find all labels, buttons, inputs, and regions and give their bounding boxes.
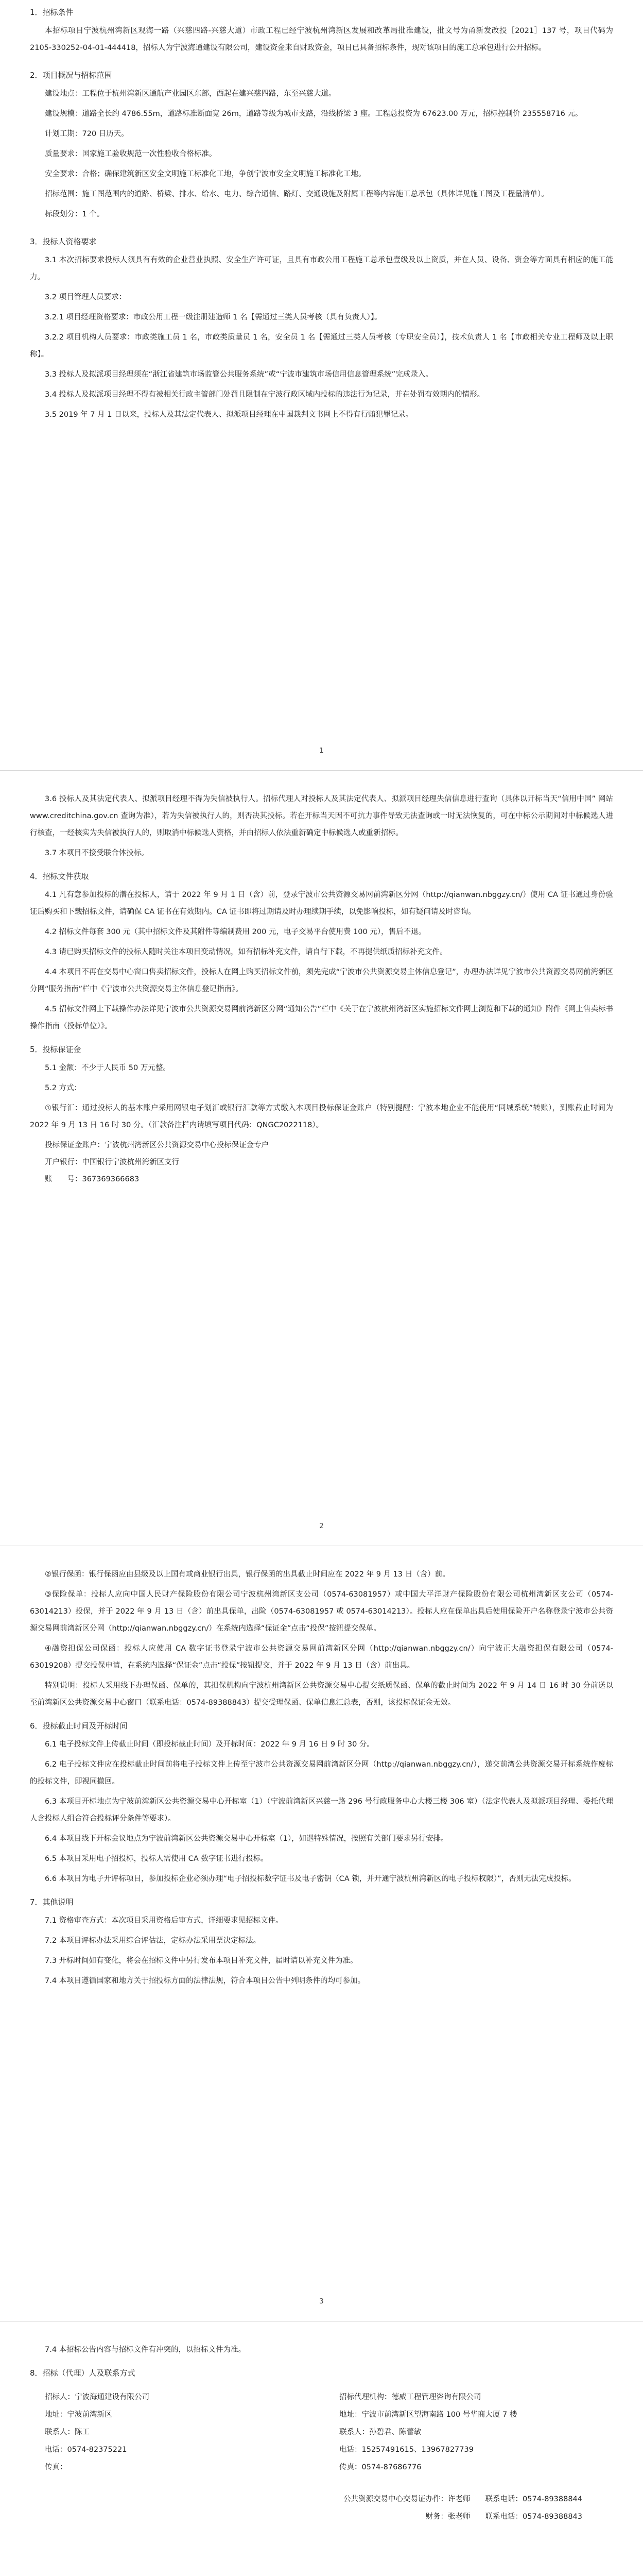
agent-fax-label: 传真： — [339, 2463, 362, 2471]
section-4-5: 4.5 招标文件网上下载操作办法详见宁波市公共资源交易网前湾新区分网“通知公告”栏中《关于在宁波杭州湾新区实施招标文件网上浏览和下载的通知》附件《网上售卖标书操作指南（投标单位）》。 — [30, 1005, 613, 1030]
tenderer-address-label: 地址： — [45, 2411, 67, 2419]
section-6-3: 6.3 本项目开标地点为宁波前湾新区公共资源交易中心开标室（1）（宁波前湾新区兴慈一路 296 号行政服务中心大楼三楼 306 室）（法定代表人及拟派项目经理、委托代理人含投标人组合符合投标评分条件等要求）。 — [30, 1798, 613, 1823]
tenderer-address — [45, 2406, 319, 2424]
section-2-scale: 建设规模：道路全长约 4786.55m，道路标准断面宽 26m，道路等级为城市支路，沿线桥梁 3 座。工程总投资为 67623.00 万元，招标控制价 235558716 元。 — [45, 110, 583, 118]
section-3-4: 3.4 投标人及拟派项目经理不得有被相关行政主管部门处罚且限制在宁波行政区域内投标的违法行为记录，并在处罚有效期内的情形。 — [45, 391, 485, 399]
section-1-text: 本招标项目宁波杭州湾新区观海一路（兴慈四路-兴慈大道）市政工程已经宁波杭州湾新区发展和改革局批准建设，批文号为甬新发改投［2021］137 号，项目代码为 2105-330252-04-01-444418，招标人为宁波海通建设有限公司，建设资金来自财政资金，项目已具备招标条件，现对该项目的施工总承包进行公开招标。 — [30, 27, 613, 52]
section-6-2: 6.2 电子投标文件应在投标截止时间前将电子投标文件上传至宁波市公共资源交易网前湾新区分网（http://qianwan.nbggzy.cn/），递交前湾公共资源交易开标系统作废标的投标文件，即视同撤回。 — [30, 1760, 613, 1786]
tenderer-name-value: 宁波海通建设有限公司 — [75, 2393, 149, 2401]
section-3-5: 3.5 2019 年 7 月 1 日以来，投标人及其法定代表人、拟派项目经理在中国裁判文书网上不得有行贿犯罪记录。 — [45, 411, 413, 419]
section-6-1: 6.1 电子投标文件上传截止时间（即投标截止时间）及开标时间：2022 年 9 月 16 日 9 时 30 分。 — [45, 1740, 374, 1749]
agent-phone-value: 15257491615、13967827739 — [361, 2446, 474, 2454]
section-7-5: 7.4 本招标公告内容与招标文件有冲突的，以招标文件为准。 — [45, 2346, 246, 2354]
section-3-7: 3.7 本项目不接受联合体投标。 — [45, 849, 149, 857]
agent-fax — [339, 2459, 613, 2476]
tenderer-fax — [45, 2459, 319, 2476]
agent-address-label: 地址： — [339, 2411, 362, 2419]
contact-table — [45, 2388, 613, 2476]
section-5-3: 特别说明：投标人采用线下办理保函、保单的，其担保机构向宁波杭州湾新区公共资源交易中心提交纸质保函、保单的截止时间为 2022 年 9 月 14 日 16 时 30 分前送以至前湾新区公共资源交易中心窗口（联系电话：0574-89388843）提交受理保函、保单信息汇总表，否则，该投标保证金无效。 — [30, 1682, 613, 1707]
section-6-5: 6.5 本项目采用电子招投标，投标人需使用 CA 数字证书进行投标。 — [45, 1855, 268, 1863]
page-1 — [0, 0, 643, 770]
agent-contact-value: 孙碧君、陈蕾敏 — [369, 2428, 422, 2436]
section-5-1: 5.1 金额：不少于人民币 50 万元整。 — [45, 1064, 170, 1072]
page-4 — [0, 2321, 643, 2576]
section-5-2-2: ②银行保函：银行保函应由县级及以上国有或商业银行出具，银行保函的出具截止时间应在 2022 年 9 月 13 日（含）前。 — [45, 1570, 450, 1579]
section-7-2: 7.2 本项目评标办法采用综合评估法，定标办法采用票决定标法。 — [45, 1937, 261, 1945]
section-7-1: 7.1 资格审查方式：本次项目采用资格后审方式，详细要求见招标文件。 — [45, 1917, 283, 1925]
tenderer-address-value: 宁波前湾新区 — [67, 2411, 112, 2419]
tenderer-phone — [45, 2441, 319, 2459]
section-2-lots: 标段划分：1 个。 — [45, 210, 105, 218]
tenderer-contact-value: 陈工 — [75, 2428, 90, 2436]
page-4-content — [30, 2342, 613, 2526]
tenderer-contact-label: 联系人： — [45, 2428, 75, 2436]
tenderer-phone-value: 0574-82375221 — [67, 2446, 127, 2454]
agent-name-value: 德威工程管理咨询有限公司 — [391, 2393, 481, 2401]
agent-phone — [339, 2441, 613, 2459]
section-2-quality: 质量要求：国家施工验收规范一次性验收合格标准。 — [45, 150, 217, 158]
section-6-title: 6．投标截止时间及开标时间 — [30, 1721, 128, 1731]
section-3-3: 3.3 投标人及拟派项目经理须在“浙江省建筑市场监管公共服务系统”或“宁波市建筑市场信用信息管理系统”完成录入。 — [45, 370, 433, 379]
tenderer-name — [45, 2388, 319, 2406]
section-3-2: 3.2 项目管理人员要求： — [45, 293, 127, 301]
page-2-content — [30, 791, 613, 1188]
page-number-2: 2 — [319, 1522, 324, 1530]
section-7-title: 7．其他说明 — [30, 1897, 74, 1907]
footer-line-2: 财务：张老师 联系电话：0574-89388843 — [425, 2513, 582, 2521]
section-2-title: 2．项目概况与招标范围 — [30, 71, 112, 80]
page-3-content — [30, 1566, 613, 1993]
agent-fax-value: 0574-87686776 — [361, 2463, 422, 2471]
agent-address-value: 宁波市前湾新区望海南路 100 号华商大厦 7 楼 — [361, 2411, 517, 2419]
tenderer-contact — [45, 2424, 319, 2441]
account-value: 367369366683 — [82, 1175, 140, 1183]
section-1-title: 1．招标条件 — [30, 8, 74, 17]
section-6-6: 6.6 本项目为电子开评标项目，参加投标企业必须办理“电子招投标数字证书及电子密钥（CA 锁，并开通宁波杭州湾新区的电子投标权限）”，否则无法完成投标。 — [45, 1875, 576, 1883]
section-4-1: 4.1 凡有意参加投标的潜在投标人，请于 2022 年 9 月 1 日（含）前，登录宁波市公共资源交易网前湾新区分网（http://qianwan.nbggzy.cn/）使用 CA 证书通过身份验证后购买和下载招标文件，请确保 CA 证书在有效期内。CA 证书即将过期请及时办理续期手续，以免影响投标，如有疑问请及时咨询。 — [30, 891, 613, 916]
agent-name-label: 招标代理机构： — [339, 2393, 392, 2401]
agent-name — [339, 2388, 613, 2406]
section-2-duration: 计划工期：720 日历天。 — [45, 130, 129, 138]
section-6-4: 6.4 本项目线下开标会议地点为宁波前湾新区公共资源交易中心开标室（1），如遇特殊情况，按照有关部门要求另行安排。 — [45, 1835, 448, 1843]
tenderer-name-label: 招标人： — [45, 2393, 75, 2401]
agent-address — [339, 2406, 613, 2424]
section-5-2-1: ①银行汇：通过投标人的基本账户采用网银电子划汇或银行汇款等方式缴入本项目投标保证金账户（特别提醒：宁波本地企业不能使用“同城系统”转账），到账截止时间为 2022 年 9 月 13 日 16 时 30 分。（汇款备注栏内请填写项目代码：QNGC2022118）。 — [30, 1104, 613, 1129]
tenderer-phone-label: 电话： — [45, 2446, 67, 2454]
page-2 — [0, 770, 643, 1546]
section-2-location: 建设地点：工程位于杭州湾新区通航产业园区东部，西起在建兴慈四路，东至兴慈大道。 — [45, 90, 336, 98]
section-5-title: 5．投标保证金 — [30, 1045, 81, 1054]
section-5-2-3: ③保险保单：投标人应向中国人民财产保险股份有限公司宁波杭州湾新区支公司（0574-63081957）或中国大平洋财产保险股份有限公司杭州湾新区支公司（0574-63014213）投保，并于 2022 年 9 月 13 日（含）前出具保单，出险（0574-63081957 或 0574-63014213）。投标人应在保单出具后使用保险开户名称登录宁波市公共资源交易网前湾新区分网（http://qianwan.nbggzy.cn/）在系统内选择“保证金”点击“投保”按钮提交保单。 — [30, 1590, 613, 1633]
section-4-4: 4.4 本项目不再在交易中心窗口售卖招标文件，投标人在网上购买招标文件前，须先完成“宁波市公共资源交易主体信息登记”，办理办法详见宁波市公共资源交易网前湾新区分网“服务指南”栏中《宁波市公共资源交易主体信息登记指南》。 — [30, 968, 613, 993]
section-4-3: 4.3 请已购买招标文件的投标人随时关注本项目变动情况，如有招标补充文件，请自行下载，不再提供纸质招标补充文件。 — [45, 948, 447, 956]
agent-contact — [339, 2424, 613, 2441]
section-2-scope: 招标范围：施工图范围内的道路、桥梁、排水、给水、电力、综合通信、路灯、交通设施及附属工程等内容施工总承包（具体详见施工图及工程量清单）。 — [45, 190, 549, 198]
section-3-2-2: 3.2.2 项目机构人员要求：市政类施工员 1 名，市政类质量员 1 名，安全员 1 名【需通过三类人员考核（专职安全员）】，技术负责人 1 名【市政相关专业工程师及以上职称】。 — [30, 333, 613, 359]
deposit-account-number — [30, 1171, 613, 1188]
page-number-1: 1 — [319, 747, 324, 755]
section-5-2: 5.2 方式： — [45, 1084, 82, 1092]
section-4-title: 4．招标文件获取 — [30, 872, 89, 881]
footer-line-1: 公共资源交易中心交易证办件：许老师 联系电话：0574-89388844 — [343, 2495, 582, 2503]
page-3 — [0, 1546, 643, 2321]
agent-phone-label: 电话： — [339, 2446, 362, 2454]
tenderer-fax-label: 传真： — [45, 2463, 67, 2471]
page-1-content — [30, 2, 613, 427]
section-4-2: 4.2 招标文件每套 300 元（其中招标文件及其附件等编制费用 200 元，电子交易平台使用费 100 元），售后不退。 — [45, 928, 426, 936]
section-7-4: 7.4 本项目遵循国家和地方关于招投标方面的法律法规，符合本项目公告中列明条件的均可参加。 — [45, 1977, 366, 1985]
section-5-2-4: ④融资担保公司保函：投标人应使用 CA 数字证书登录宁波市公共资源交易网前湾新区分网（http://qianwan.nbggzy.cn/）向宁波正大融资担保有限公司（0574-63019208）提交投保申请，在系统内选择“保证金”点击“投保”按钮提交，并于 2022 年 9 月 13 日（含）前出具。 — [30, 1645, 613, 1670]
section-3-2-1: 3.2.1 项目经理资格要求：市政公用工程一级注册建造师 1 名【需通过三类人员考核（具有负责人）】。 — [45, 313, 382, 321]
deposit-bank: 开户银行：中国银行宁波杭州湾新区支行 — [45, 1158, 179, 1166]
section-3-6: 3.6 投标人及其法定代表人、拟派项目经理不得为失信被执行人。招标代理人对投标人及其法定代表人、拟派项目经理失信信息进行查询（具体以开标当天“信用中国” 网站 www.creditchina.gov.cn 查询为准），若为失信被执行人的，则否决其投标。若在开标当天因不可抗力事件导致无法查询或一时无法恢复的，可在中标公示期间对中标候选人进行核查，一经核实为失信被执行人的，则取消中标候选人资格，并由招标人依法重新确定中标候选人或重新招标。 — [30, 795, 613, 837]
section-3-title: 3．投标人资格要求 — [30, 237, 97, 246]
agent-contact-label: 联系人： — [339, 2428, 369, 2436]
section-8-title: 8．招标（代理）人及联系方式 — [30, 2368, 135, 2378]
section-3-1: 3.1 本次招标要求投标人须具有有效的企业营业执照、安全生产许可证，且具有市政公用工程施工总承包壹级及以上资质，并在人员、设备、资金等方面具有相应的施工能力。 — [30, 256, 613, 281]
account-label: 账 号： — [45, 1175, 82, 1183]
section-2-safety: 安全要求：合格；确保建筑新区安全文明施工标准化工地，争创宁波市安全文明施工标准化工地。 — [45, 170, 366, 178]
deposit-account: 投标保证金账户：宁波杭州湾新区公共资源交易中心投标保证金专户 — [45, 1141, 269, 1149]
page-number-3: 3 — [319, 2298, 324, 2306]
footer-contacts — [30, 2490, 613, 2526]
section-7-3: 7.3 开标时间如有变化，将会在招标文件中另行发布本项目补充文件，届时请以补充文件为准。 — [45, 1957, 358, 1965]
